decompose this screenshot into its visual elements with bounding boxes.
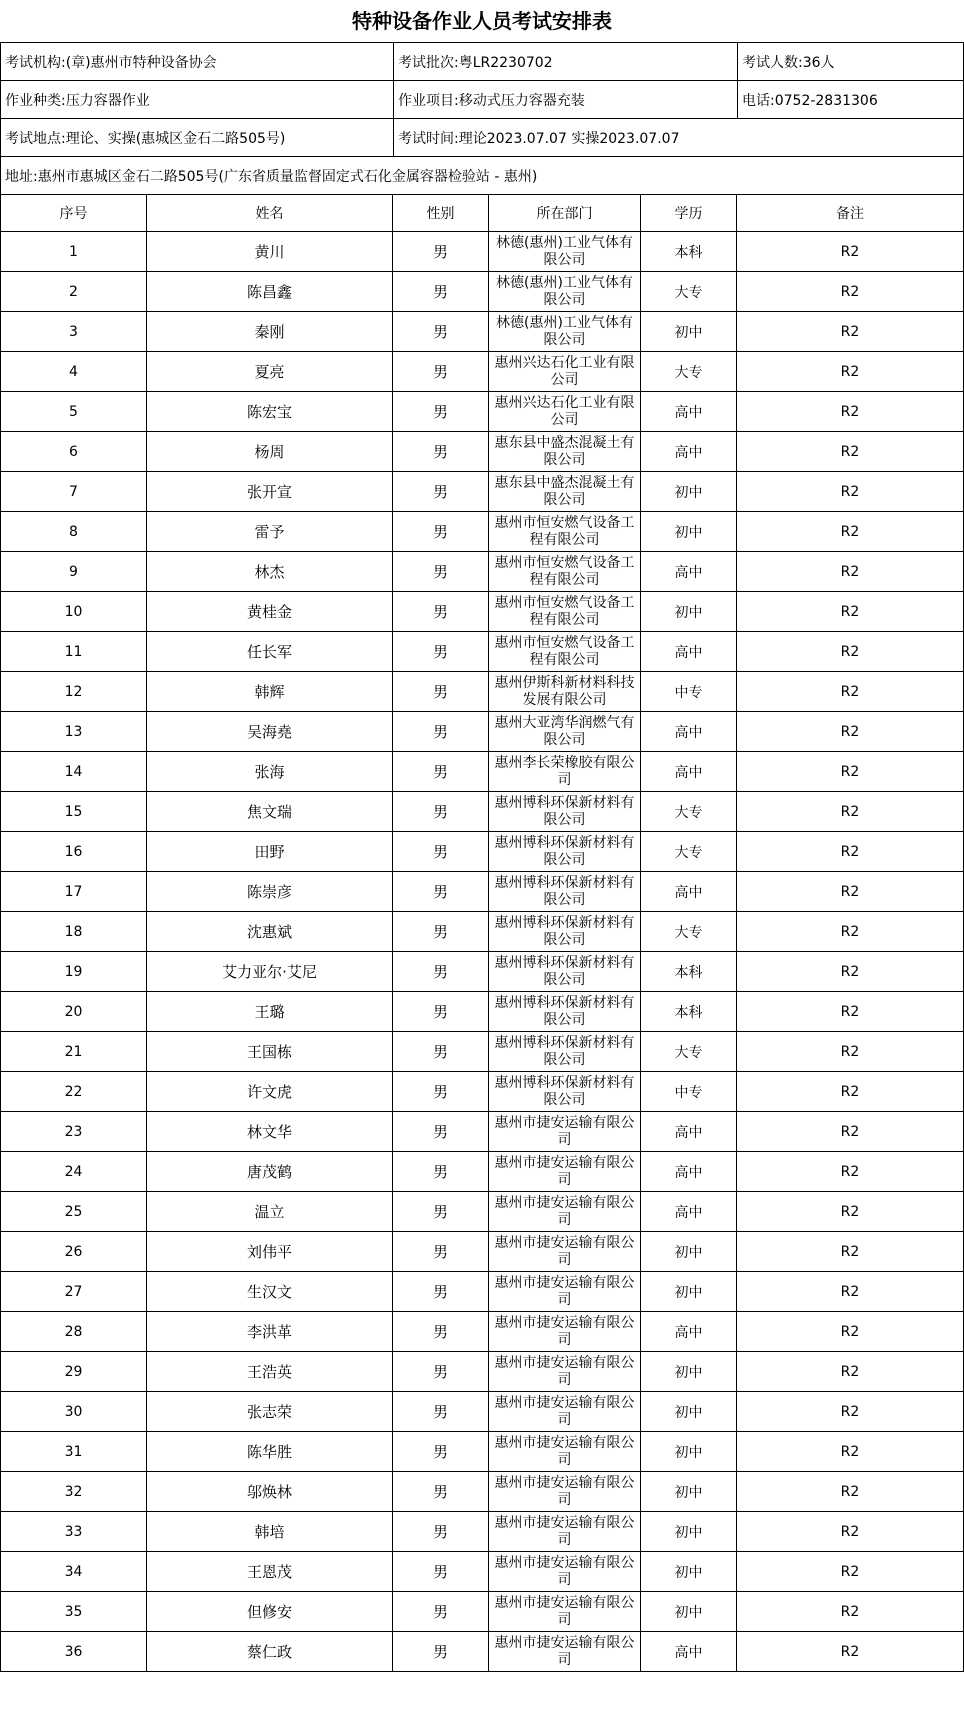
cell-sex: 男 (393, 1232, 489, 1272)
exam-time: 考试时间:理论2023.07.07 实操2023.07.07 (394, 119, 964, 157)
work-category: 作业种类:压力容器作业 (1, 81, 394, 119)
cell-name: 田野 (147, 832, 393, 872)
cell-dept: 惠州兴达石化工业有限公司 (489, 352, 641, 392)
table-row (1, 1192, 964, 1232)
cell-remark: R2 (737, 272, 964, 312)
cell-name: 王国栋 (147, 1032, 393, 1072)
exam-batch: 考试批次:粤LR2230702 (394, 43, 738, 81)
cell-dept: 惠州博科环保新材料有限公司 (489, 832, 641, 872)
table-row (1, 872, 964, 912)
cell-name: 邬焕林 (147, 1472, 393, 1512)
cell-edu: 初中 (641, 1352, 737, 1392)
cell-dept: 惠州市捷安运输有限公司 (489, 1512, 641, 1552)
cell-name: 黄桂金 (147, 592, 393, 632)
cell-sex: 男 (393, 432, 489, 472)
cell-dept: 惠州市捷安运输有限公司 (489, 1272, 641, 1312)
cell-edu: 高中 (641, 752, 737, 792)
cell-no: 33 (1, 1512, 147, 1552)
exam-info-table (0, 42, 964, 195)
info-row-3 (1, 119, 964, 157)
cell-name: 唐茂鹤 (147, 1152, 393, 1192)
col-header-edu: 学历 (641, 195, 737, 232)
cell-no: 14 (1, 752, 147, 792)
cell-remark: R2 (737, 1512, 964, 1552)
cell-edu: 大专 (641, 832, 737, 872)
cell-dept: 惠州市恒安燃气设备工程有限公司 (489, 512, 641, 552)
cell-name: 陈昌鑫 (147, 272, 393, 312)
col-header-no: 序号 (1, 195, 147, 232)
table-row (1, 1352, 964, 1392)
cell-remark: R2 (737, 912, 964, 952)
table-header (1, 195, 964, 232)
cell-dept: 惠州博科环保新材料有限公司 (489, 792, 641, 832)
cell-remark: R2 (737, 1592, 964, 1632)
table-row (1, 1472, 964, 1512)
cell-edu: 中专 (641, 672, 737, 712)
cell-remark: R2 (737, 1472, 964, 1512)
cell-name: 温立 (147, 1192, 393, 1232)
cell-dept: 惠州大亚湾华润燃气有限公司 (489, 712, 641, 752)
cell-sex: 男 (393, 712, 489, 752)
table-row (1, 352, 964, 392)
table-row (1, 912, 964, 952)
phone: 电话:0752-2831306 (738, 81, 964, 119)
table-row (1, 1592, 964, 1632)
cell-dept: 惠州李长荣橡胶有限公司 (489, 752, 641, 792)
table-row (1, 1072, 964, 1112)
cell-remark: R2 (737, 392, 964, 432)
cell-dept: 惠州博科环保新材料有限公司 (489, 872, 641, 912)
cell-edu: 高中 (641, 1192, 737, 1232)
cell-no: 25 (1, 1192, 147, 1232)
table-row (1, 672, 964, 712)
cell-sex: 男 (393, 592, 489, 632)
cell-edu: 初中 (641, 1392, 737, 1432)
cell-no: 2 (1, 272, 147, 312)
cell-name: 张海 (147, 752, 393, 792)
cell-edu: 本科 (641, 952, 737, 992)
cell-remark: R2 (737, 592, 964, 632)
cell-edu: 大专 (641, 792, 737, 832)
cell-no: 36 (1, 1632, 147, 1672)
cell-sex: 男 (393, 272, 489, 312)
cell-edu: 初中 (641, 1512, 737, 1552)
cell-sex: 男 (393, 392, 489, 432)
cell-remark: R2 (737, 1272, 964, 1312)
cell-no: 1 (1, 232, 147, 272)
cell-edu: 初中 (641, 1592, 737, 1632)
table-row (1, 592, 964, 632)
cell-dept: 惠州市捷安运输有限公司 (489, 1432, 641, 1472)
col-header-name: 姓名 (147, 195, 393, 232)
cell-no: 13 (1, 712, 147, 752)
table-row (1, 232, 964, 272)
cell-name: 夏亮 (147, 352, 393, 392)
cell-edu: 高中 (641, 1112, 737, 1152)
cell-remark: R2 (737, 832, 964, 872)
cell-remark: R2 (737, 1632, 964, 1672)
cell-dept: 惠州市捷安运输有限公司 (489, 1112, 641, 1152)
cell-sex: 男 (393, 1112, 489, 1152)
cell-edu: 高中 (641, 1632, 737, 1672)
cell-remark: R2 (737, 712, 964, 752)
cell-edu: 初中 (641, 1472, 737, 1512)
cell-edu: 高中 (641, 392, 737, 432)
cell-dept: 惠州博科环保新材料有限公司 (489, 1032, 641, 1072)
cell-sex: 男 (393, 1192, 489, 1232)
cell-edu: 初中 (641, 1232, 737, 1272)
cell-no: 29 (1, 1352, 147, 1392)
cell-name: 杨周 (147, 432, 393, 472)
cell-no: 24 (1, 1152, 147, 1192)
cell-sex: 男 (393, 512, 489, 552)
cell-name: 李洪革 (147, 1312, 393, 1352)
cell-remark: R2 (737, 1552, 964, 1592)
table-row (1, 312, 964, 352)
exam-address: 地址:惠州市惠城区金石二路505号(广东省质量监督固定式石化金属容器检验站 - 惠州) (1, 157, 964, 195)
cell-remark: R2 (737, 1352, 964, 1392)
cell-name: 陈崇彦 (147, 872, 393, 912)
cell-sex: 男 (393, 1352, 489, 1392)
cell-sex: 男 (393, 1152, 489, 1192)
exam-place: 考试地点:理论、实操(惠城区金石二路505号) (1, 119, 394, 157)
table-row (1, 1512, 964, 1552)
table-row (1, 712, 964, 752)
col-header-dept: 所在部门 (489, 195, 641, 232)
cell-remark: R2 (737, 872, 964, 912)
info-row-2 (1, 81, 964, 119)
cell-sex: 男 (393, 952, 489, 992)
cell-sex: 男 (393, 1432, 489, 1472)
cell-name: 陈宏宝 (147, 392, 393, 432)
cell-name: 张开宣 (147, 472, 393, 512)
cell-dept: 惠州博科环保新材料有限公司 (489, 992, 641, 1032)
cell-edu: 大专 (641, 912, 737, 952)
table-row (1, 272, 964, 312)
cell-sex: 男 (393, 632, 489, 672)
cell-name: 王恩茂 (147, 1552, 393, 1592)
table-row (1, 392, 964, 432)
cell-edu: 大专 (641, 1032, 737, 1072)
cell-sex: 男 (393, 312, 489, 352)
cell-no: 15 (1, 792, 147, 832)
table-row (1, 432, 964, 472)
cell-sex: 男 (393, 872, 489, 912)
col-header-sex: 性别 (393, 195, 489, 232)
cell-remark: R2 (737, 1312, 964, 1352)
cell-name: 韩培 (147, 1512, 393, 1552)
cell-sex: 男 (393, 1272, 489, 1312)
cell-name: 张志荣 (147, 1392, 393, 1432)
cell-name: 秦刚 (147, 312, 393, 352)
cell-sex: 男 (393, 552, 489, 592)
cell-sex: 男 (393, 1312, 489, 1352)
cell-sex: 男 (393, 1472, 489, 1512)
table-row (1, 1312, 964, 1352)
cell-remark: R2 (737, 1432, 964, 1472)
cell-dept: 林德(惠州)工业气体有限公司 (489, 312, 641, 352)
cell-no: 19 (1, 952, 147, 992)
table-row (1, 552, 964, 592)
cell-sex: 男 (393, 472, 489, 512)
cell-name: 生汉文 (147, 1272, 393, 1312)
cell-name: 吴海堯 (147, 712, 393, 752)
table-row (1, 1232, 964, 1272)
cell-remark: R2 (737, 992, 964, 1032)
cell-dept: 惠州市恒安燃气设备工程有限公司 (489, 592, 641, 632)
cell-no: 23 (1, 1112, 147, 1152)
cell-dept: 惠州市捷安运输有限公司 (489, 1472, 641, 1512)
cell-dept: 惠州市捷安运输有限公司 (489, 1592, 641, 1632)
cell-dept: 惠州市恒安燃气设备工程有限公司 (489, 552, 641, 592)
cell-no: 18 (1, 912, 147, 952)
cell-edu: 初中 (641, 512, 737, 552)
table-row (1, 832, 964, 872)
cell-sex: 男 (393, 1032, 489, 1072)
cell-no: 3 (1, 312, 147, 352)
table-row (1, 992, 964, 1032)
cell-remark: R2 (737, 312, 964, 352)
cell-remark: R2 (737, 1032, 964, 1072)
cell-no: 7 (1, 472, 147, 512)
cell-sex: 男 (393, 232, 489, 272)
cell-name: 韩辉 (147, 672, 393, 712)
cell-name: 焦文瑞 (147, 792, 393, 832)
cell-remark: R2 (737, 1192, 964, 1232)
cell-no: 34 (1, 1552, 147, 1592)
cell-edu: 初中 (641, 312, 737, 352)
cell-dept: 惠州市捷安运输有限公司 (489, 1232, 641, 1272)
cell-no: 8 (1, 512, 147, 552)
cell-dept: 林德(惠州)工业气体有限公司 (489, 272, 641, 312)
table-row (1, 952, 964, 992)
cell-remark: R2 (737, 1232, 964, 1272)
cell-remark: R2 (737, 1392, 964, 1432)
table-row (1, 1392, 964, 1432)
cell-sex: 男 (393, 672, 489, 712)
table-body (1, 232, 964, 1672)
cell-no: 31 (1, 1432, 147, 1472)
cell-no: 22 (1, 1072, 147, 1112)
cell-name: 林文华 (147, 1112, 393, 1152)
exam-count: 考试人数:36人 (738, 43, 964, 81)
cell-dept: 惠州市捷安运输有限公司 (489, 1312, 641, 1352)
page-title: 特种设备作业人员考试安排表 (352, 9, 612, 33)
table-row (1, 1432, 964, 1472)
candidate-table (0, 194, 964, 1672)
cell-name: 陈华胜 (147, 1432, 393, 1472)
cell-edu: 高中 (641, 712, 737, 752)
table-row (1, 1032, 964, 1072)
cell-dept: 惠州市捷安运输有限公司 (489, 1192, 641, 1232)
table-row (1, 1152, 964, 1192)
info-row-4 (1, 157, 964, 195)
cell-name: 但修安 (147, 1592, 393, 1632)
cell-remark: R2 (737, 512, 964, 552)
cell-sex: 男 (393, 912, 489, 952)
cell-sex: 男 (393, 1552, 489, 1592)
cell-remark: R2 (737, 672, 964, 712)
work-item: 作业项目:移动式压力容器充装 (394, 81, 738, 119)
table-row (1, 632, 964, 672)
cell-name: 林杰 (147, 552, 393, 592)
cell-no: 9 (1, 552, 147, 592)
table-row (1, 1632, 964, 1672)
cell-remark: R2 (737, 952, 964, 992)
cell-no: 21 (1, 1032, 147, 1072)
cell-remark: R2 (737, 232, 964, 272)
cell-dept: 惠州博科环保新材料有限公司 (489, 912, 641, 952)
cell-sex: 男 (393, 352, 489, 392)
table-row (1, 472, 964, 512)
cell-edu: 高中 (641, 552, 737, 592)
cell-name: 沈惠斌 (147, 912, 393, 952)
cell-edu: 高中 (641, 632, 737, 672)
cell-remark: R2 (737, 432, 964, 472)
cell-remark: R2 (737, 352, 964, 392)
cell-sex: 男 (393, 1632, 489, 1672)
cell-dept: 惠州伊斯科新材料科技发展有限公司 (489, 672, 641, 712)
cell-edu: 中专 (641, 1072, 737, 1112)
cell-sex: 男 (393, 1392, 489, 1432)
cell-edu: 初中 (641, 1552, 737, 1592)
cell-edu: 初中 (641, 472, 737, 512)
cell-no: 12 (1, 672, 147, 712)
cell-no: 26 (1, 1232, 147, 1272)
cell-edu: 大专 (641, 272, 737, 312)
cell-edu: 大专 (641, 352, 737, 392)
table-row (1, 1552, 964, 1592)
cell-no: 28 (1, 1312, 147, 1352)
cell-sex: 男 (393, 992, 489, 1032)
cell-name: 刘伟平 (147, 1232, 393, 1272)
cell-name: 艾力亚尔·艾尼 (147, 952, 393, 992)
cell-remark: R2 (737, 552, 964, 592)
exam-org: 考试机构:(章)惠州市特种设备协会 (1, 43, 394, 81)
cell-remark: R2 (737, 1152, 964, 1192)
cell-no: 27 (1, 1272, 147, 1312)
table-row (1, 752, 964, 792)
cell-no: 11 (1, 632, 147, 672)
cell-edu: 高中 (641, 1152, 737, 1192)
cell-no: 4 (1, 352, 147, 392)
cell-name: 雷予 (147, 512, 393, 552)
table-row (1, 1112, 964, 1152)
cell-dept: 林德(惠州)工业气体有限公司 (489, 232, 641, 272)
cell-name: 蔡仁政 (147, 1632, 393, 1672)
cell-no: 32 (1, 1472, 147, 1512)
cell-remark: R2 (737, 752, 964, 792)
cell-edu: 高中 (641, 872, 737, 912)
cell-no: 20 (1, 992, 147, 1032)
cell-sex: 男 (393, 752, 489, 792)
cell-edu: 高中 (641, 1312, 737, 1352)
cell-dept: 惠州市捷安运输有限公司 (489, 1152, 641, 1192)
cell-no: 17 (1, 872, 147, 912)
cell-remark: R2 (737, 472, 964, 512)
cell-no: 5 (1, 392, 147, 432)
cell-name: 王璐 (147, 992, 393, 1032)
cell-dept: 惠州市捷安运输有限公司 (489, 1632, 641, 1672)
cell-name: 黄川 (147, 232, 393, 272)
table-row (1, 1272, 964, 1312)
cell-no: 16 (1, 832, 147, 872)
cell-edu: 高中 (641, 432, 737, 472)
cell-no: 6 (1, 432, 147, 472)
table-row (1, 512, 964, 552)
cell-dept: 惠州博科环保新材料有限公司 (489, 952, 641, 992)
cell-dept: 惠州市捷安运输有限公司 (489, 1392, 641, 1432)
cell-remark: R2 (737, 632, 964, 672)
cell-name: 王浩英 (147, 1352, 393, 1392)
cell-edu: 初中 (641, 1272, 737, 1312)
cell-sex: 男 (393, 832, 489, 872)
cell-edu: 本科 (641, 992, 737, 1032)
cell-no: 30 (1, 1392, 147, 1432)
info-row-1 (1, 43, 964, 81)
cell-no: 10 (1, 592, 147, 632)
cell-dept: 惠东县中盛杰混凝土有限公司 (489, 472, 641, 512)
cell-remark: R2 (737, 1072, 964, 1112)
cell-sex: 男 (393, 792, 489, 832)
cell-sex: 男 (393, 1072, 489, 1112)
cell-edu: 初中 (641, 592, 737, 632)
cell-dept: 惠州博科环保新材料有限公司 (489, 1072, 641, 1112)
cell-remark: R2 (737, 1112, 964, 1152)
cell-no: 35 (1, 1592, 147, 1632)
col-header-remark: 备注 (737, 195, 964, 232)
cell-dept: 惠州市捷安运输有限公司 (489, 1352, 641, 1392)
cell-remark: R2 (737, 792, 964, 832)
table-row (1, 792, 964, 832)
cell-sex: 男 (393, 1592, 489, 1632)
cell-name: 许文虎 (147, 1072, 393, 1112)
cell-dept: 惠东县中盛杰混凝土有限公司 (489, 432, 641, 472)
cell-name: 任长军 (147, 632, 393, 672)
cell-dept: 惠州兴达石化工业有限公司 (489, 392, 641, 432)
cell-sex: 男 (393, 1512, 489, 1552)
cell-edu: 本科 (641, 232, 737, 272)
cell-edu: 初中 (641, 1432, 737, 1472)
cell-dept: 惠州市恒安燃气设备工程有限公司 (489, 632, 641, 672)
cell-dept: 惠州市捷安运输有限公司 (489, 1552, 641, 1592)
